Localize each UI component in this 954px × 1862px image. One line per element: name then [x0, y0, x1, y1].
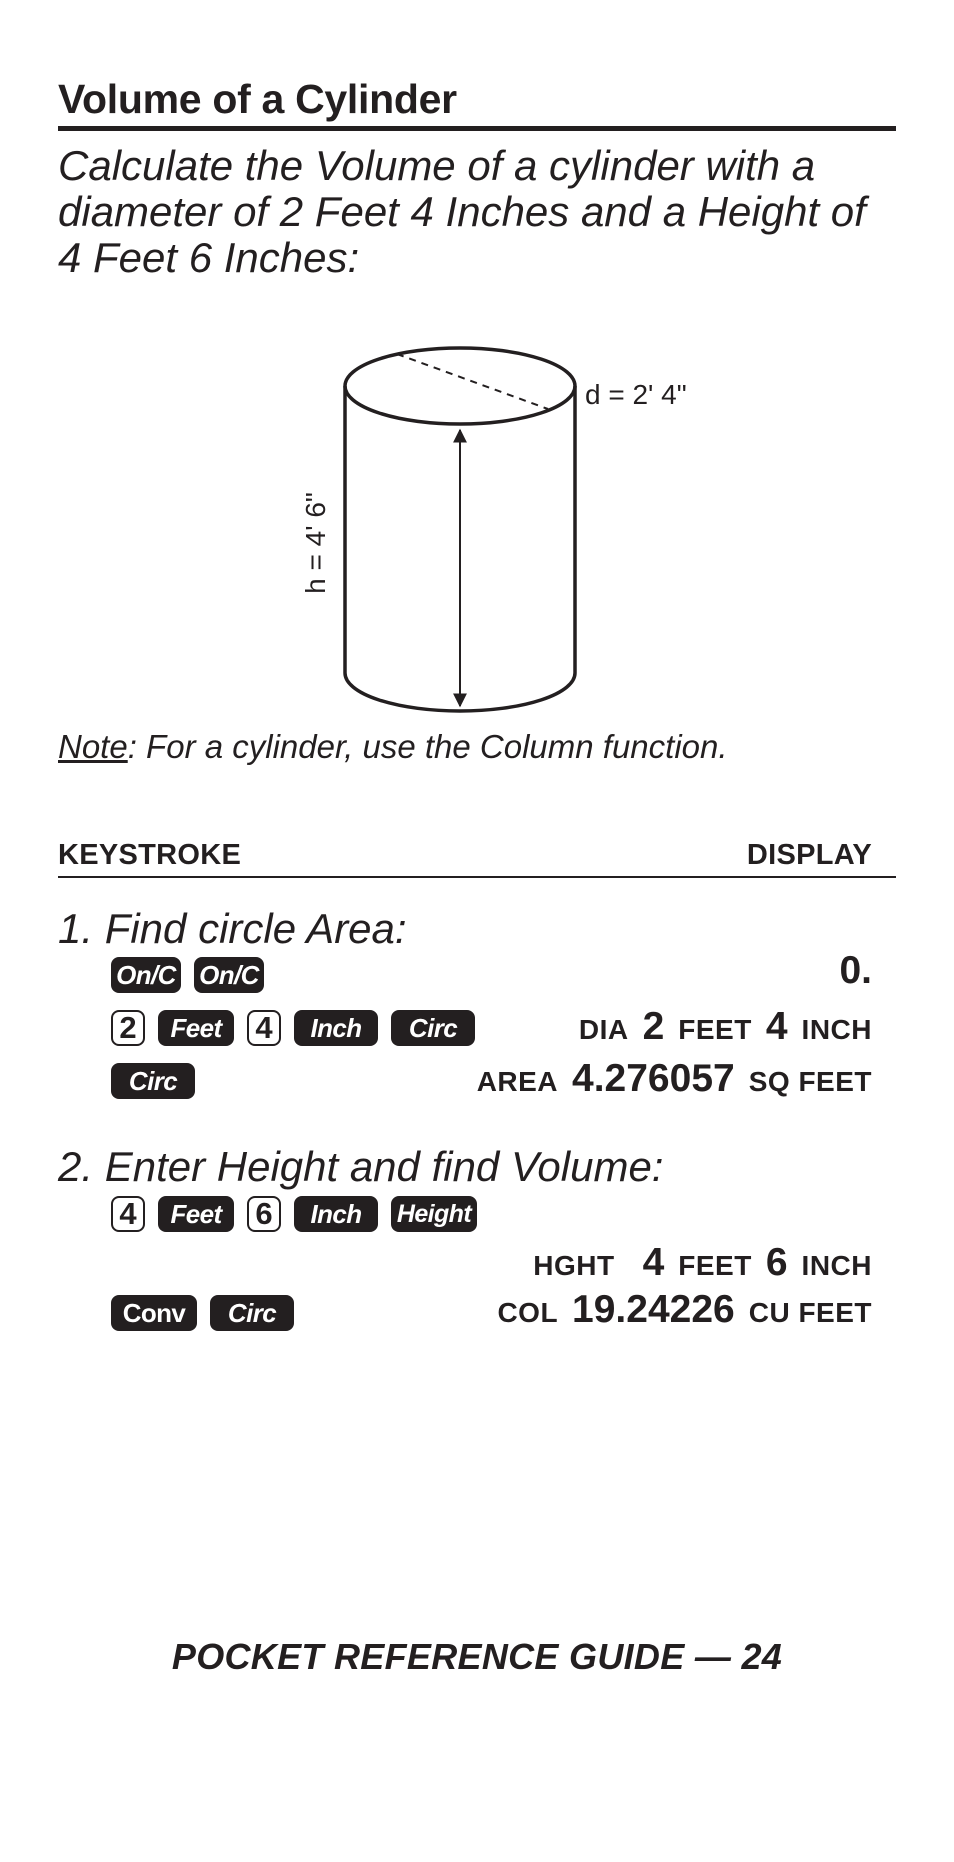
- diameter-line: [397, 354, 548, 409]
- display-number: 2: [642, 1005, 665, 1048]
- display-label: COL: [497, 1297, 559, 1328]
- display-label: DIA: [578, 1014, 629, 1045]
- digit-4-key: 4: [247, 1010, 281, 1046]
- display-value: 4.276057: [572, 1057, 735, 1100]
- on-c-key: On/C: [111, 957, 181, 993]
- display-unit: FEET: [678, 1014, 752, 1045]
- digit-6-key: 6: [247, 1196, 281, 1232]
- display-value: 0.: [839, 949, 872, 992]
- diameter-label: d = 2' 4": [585, 379, 687, 410]
- keystroke-row-2: [111, 1010, 488, 1046]
- height-label: h = 4' 6": [300, 492, 331, 594]
- column-header-rule: [58, 876, 896, 878]
- cylinder-diagram: [290, 338, 730, 718]
- display-label: AREA: [476, 1066, 559, 1097]
- note: [58, 728, 896, 766]
- inch-key: Inch: [294, 1010, 378, 1046]
- inch-key: Inch: [294, 1196, 378, 1232]
- circ-key: Circ: [391, 1010, 475, 1046]
- display-unit: FEET: [678, 1250, 752, 1281]
- step-2-title: 2. Enter Height and find Volume:: [58, 1143, 664, 1190]
- display-row-2: [579, 1005, 872, 1049]
- display-label: HGHT: [533, 1250, 615, 1281]
- display-unit: CU FEET: [748, 1297, 872, 1328]
- note-text: : For a cylinder, use the Column function.: [127, 728, 728, 765]
- circ-key: Circ: [210, 1295, 294, 1331]
- cylinder-figure: [290, 338, 730, 718]
- keystroke-row-4: [111, 1196, 490, 1232]
- circ-key: Circ: [111, 1063, 195, 1099]
- on-c-key: On/C: [194, 957, 264, 993]
- page-footer: POCKET REFERENCE GUIDE — 24: [171, 1636, 783, 1677]
- display-unit: INCH: [801, 1014, 872, 1045]
- keystroke-row-3: [111, 1063, 208, 1099]
- digit-2-key: 2: [111, 1010, 145, 1046]
- step-1-title: 1. Find circle Area:: [58, 905, 407, 952]
- digit-4-key: 4: [111, 1196, 145, 1232]
- display-unit: SQ FEET: [748, 1066, 872, 1097]
- display-row-4: [533, 1241, 872, 1285]
- display-number: 4: [642, 1241, 665, 1284]
- page-title: Volume of a Cylinder: [58, 76, 457, 122]
- keystroke-row-1: [111, 957, 277, 993]
- display-number: 4: [765, 1005, 788, 1048]
- height-key: Height: [391, 1196, 477, 1232]
- display-row-5: [497, 1288, 872, 1332]
- display-unit: INCH: [801, 1250, 872, 1281]
- display-value: 19.24226: [572, 1288, 735, 1331]
- display-row-3: [477, 1057, 872, 1101]
- problem-statement: Calculate the Volume of a cylinder with a diameter of 2 Feet 4 Inches and a Height of 4 Feet 6 Inches:: [58, 142, 866, 281]
- feet-key: Feet: [158, 1196, 234, 1232]
- display-header: DISPLAY: [746, 839, 872, 871]
- title-rule: [58, 126, 896, 131]
- note-label: Note: [58, 728, 128, 765]
- keystroke-row-5: [111, 1295, 307, 1331]
- feet-key: Feet: [158, 1010, 234, 1046]
- cylinder-top-ellipse: [345, 348, 575, 424]
- display-row-1: [839, 949, 872, 993]
- display-number: 6: [765, 1241, 788, 1284]
- conv-key: Conv: [111, 1295, 197, 1331]
- keystroke-header: KEYSTROKE: [58, 839, 242, 871]
